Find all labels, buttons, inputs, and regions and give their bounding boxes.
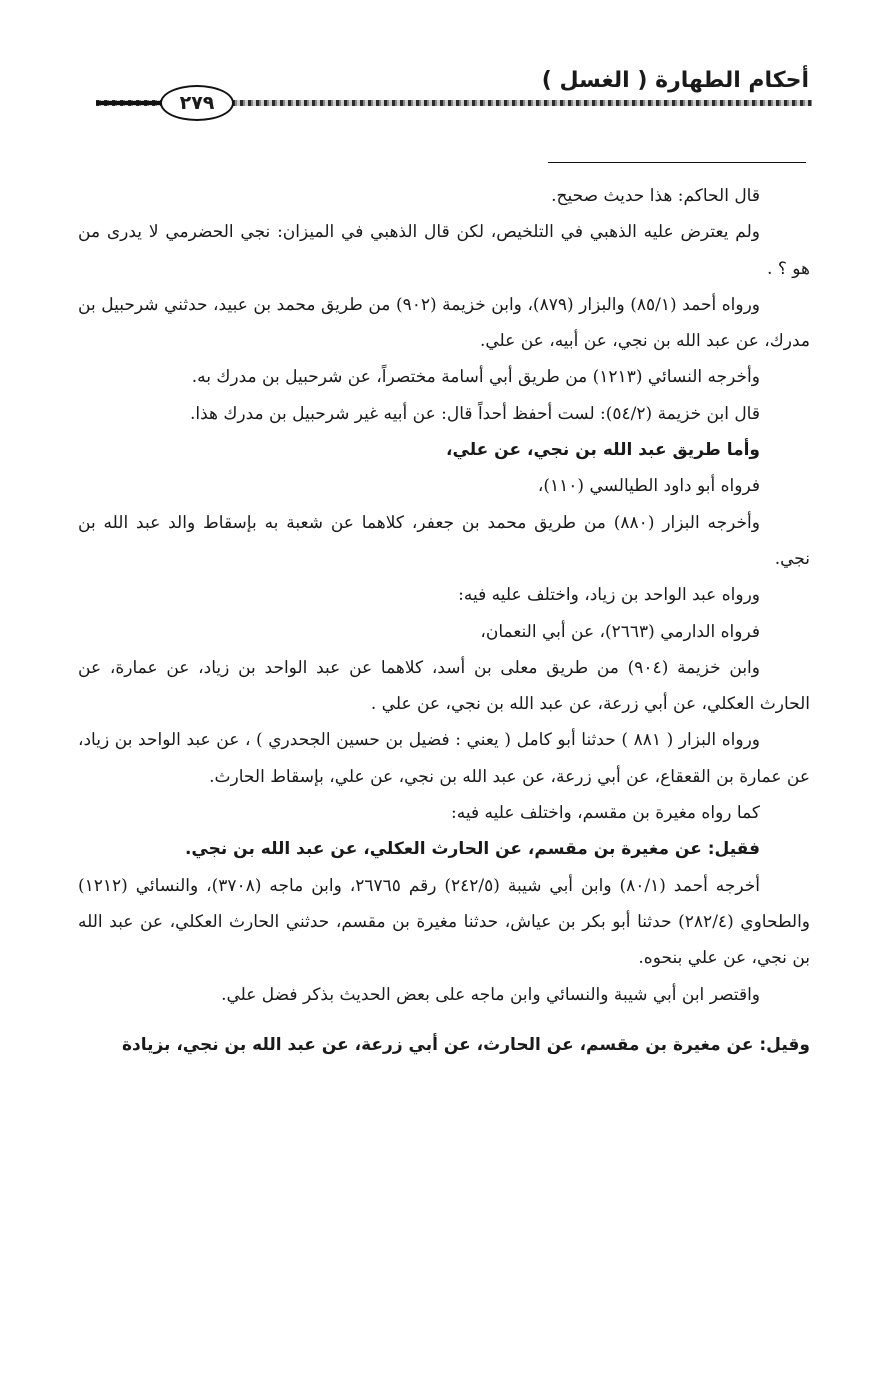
paragraph-9: فرواه الدارمي (٢٦٦٣)، عن أبي النعمان، — [480, 621, 760, 642]
paragraph-1: قال الحاكم: هذا حديث صحيح. — [551, 186, 760, 206]
paragraph-10: وابن خزيمة (٩٠٤) من طريق معلى بن أسد، كلاهما عن عبد الواحد بن زياد، عن عمارة، عن الحارث العكلي، عن أبي زرعة، عن عبد الله بن نجي، عن علي . — [78, 657, 810, 715]
paragraph-14: واقتصر ابن أبي شيبة والنسائي وابن ماجه على بعض الحديث بذكر فضل علي. — [221, 984, 760, 1005]
paragraph-4: وأخرجه النسائي (١٢١٣) من طريق أبي أسامة مختصراً، عن شرحبيل بن مدرك به. — [191, 367, 760, 388]
section-heading-1: وأما طريق عبد الله بن نجي، عن علي، — [446, 440, 760, 461]
paragraph-13: أخرجه أحمد (٨٠/١) وابن أبي شيبة (٢٤٢/٥) رقم ٢٦٧٦٥، وابن ماجه (٣٧٠٨)، والنسائي (١٢١٢) والطحاوي (٢٨٢/٤) حدثنا أبو بكر بن عياش، حدثنا مغيرة بن مقسم، حدثني الحارث العكلي، عن عبد الله بن نجي، عن علي بنحوه. — [78, 875, 810, 969]
header-rule-solid-segment — [96, 101, 164, 105]
paragraph-7: وأخرجه البزار (٨٨٠) من طريق محمد بن جعفر، كلاهما عن شعبة به بإسقاط والد عبد الله بن نجي. — [78, 512, 810, 569]
page-number-badge: ٢٧٩ — [160, 85, 234, 121]
paragraph-6: فرواه أبو داود الطيالسي (١١٠)، — [537, 476, 760, 497]
body-text — [78, 178, 810, 1063]
paragraph-3: ورواه أحمد (٨٥/١) والبزار (٨٧٩)، وابن خزيمة (٩٠٢) من طريق محمد بن عبيد، حدثني شرحبيل بن مدرك، عن عبد الله بن نجي، عن أبيه، عن علي. — [78, 294, 810, 352]
paragraph-11: ورواه البزار ( ٨٨١ ) حدثنا أبو كامل ( يعني : فضيل بن حسين الجحدري ) ، عن عبد الواحد بن زياد، عن عمارة بن القعقاع، عن أبي زرعة، عن عبد الله بن نجي، عن علي، بإسقاط الحارث. — [78, 730, 810, 787]
section-divider — [548, 162, 806, 163]
paragraph-12: كما رواه مغيرة بن مقسم، واختلف عليه فيه: — [451, 803, 760, 824]
paragraph-5: قال ابن خزيمة (٥٤/٢): لست أحفظ أحداً قال: عن أبيه غير شرحبيل بن مدرك هذا. — [189, 403, 760, 424]
running-header-title: أحكام الطهارة ( الغسل ) — [541, 68, 809, 93]
section-heading-2: فقيل: عن مغيرة بن مقسم، عن الحارث العكلي، عن عبد الله بن نجي. — [184, 839, 760, 860]
paragraph-2: ولم يعترض عليه الذهبي في التلخيص، لكن قال الذهبي في الميزان: نجي الحضرمي لا يدرى من هو ؟ . — [78, 222, 810, 279]
section-heading-3: وقيل: عن مغيرة بن مقسم، عن الحارث، عن أبي زرعة، عن عبد الله بن نجي، بزيادة — [121, 1034, 810, 1055]
paragraph-8: ورواه عبد الواحد بن زياد، واختلف عليه فيه: — [458, 585, 760, 606]
